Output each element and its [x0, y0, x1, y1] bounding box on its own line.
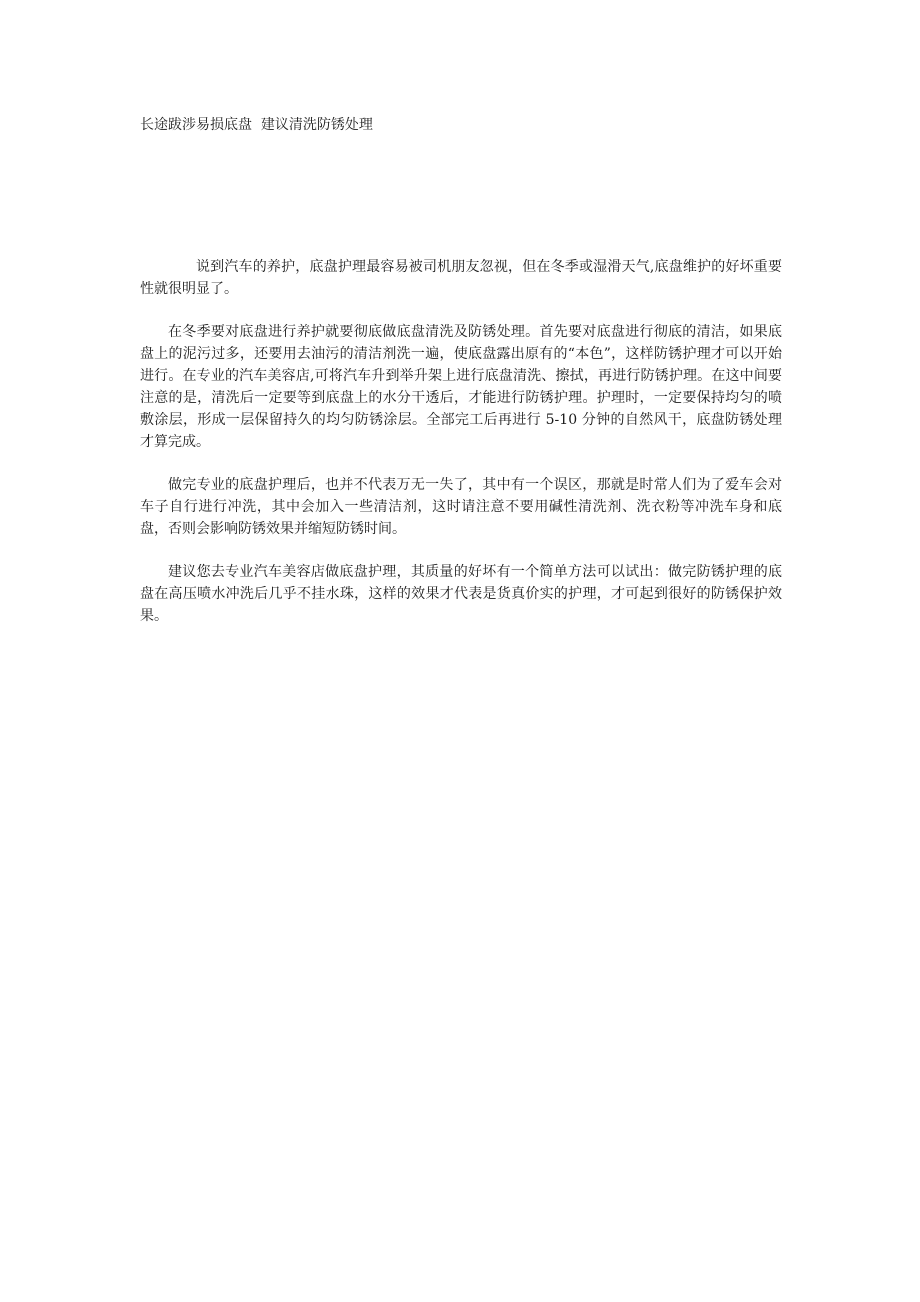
- paragraph-intro: 说到汽车的养护，底盘护理最容易被司机朋友忽视，但在冬季或湿滑天气,底盘维护的好坏重要性就很明显了。: [140, 259, 782, 297]
- paragraph-recommendation: 建议您去专业汽车美容店做底盘护理，其质量的好坏有一个简单方法可以试出：做完防锈护理的底盘在高压喷水冲洗后几乎不挂水珠，这样的效果才代表是货真价实的护理，才可起到很好的防锈保护效果。: [140, 564, 782, 624]
- paragraph-cleaning-steps: 在冬季要对底盘进行养护就要彻底做底盘清洗及防锈处理。首先要对底盘进行彻底的清洁，如果底盘上的泥污过多，还要用去油污的清洁剂洗一遍，使底盘露出原有的“本色”，这样防锈护理才可以开始进行。在专业的汽车美容店,可将汽车升到举升架上进行底盘清洗、擦拭，再进行防锈护理。在这中间要注意的是，清洗后一定要等到底盘上的水分干透后，才能进行防锈护理。护理时，一定要保持均匀的喷敷涂层，形成一层保留持久的均匀防锈涂层。全部完工后再进行 5-10 分钟的自然风干，底盘防锈处理才算完成。: [140, 324, 782, 450]
- document-title: 长途跋涉易损底盘 建议清洗防锈处理: [140, 117, 373, 133]
- document-body: [140, 256, 782, 648]
- paragraph-misconception: 做完专业的底盘护理后，也并不代表万无一失了，其中有一个误区，那就是时常人们为了爱车会对车子自行进行冲洗，其中会加入一些清洁剂，这时请注意不要用碱性清洗剂、洗衣粉等冲洗车身和底盘，否则会影响防锈效果并缩短防锈时间。: [140, 477, 782, 537]
